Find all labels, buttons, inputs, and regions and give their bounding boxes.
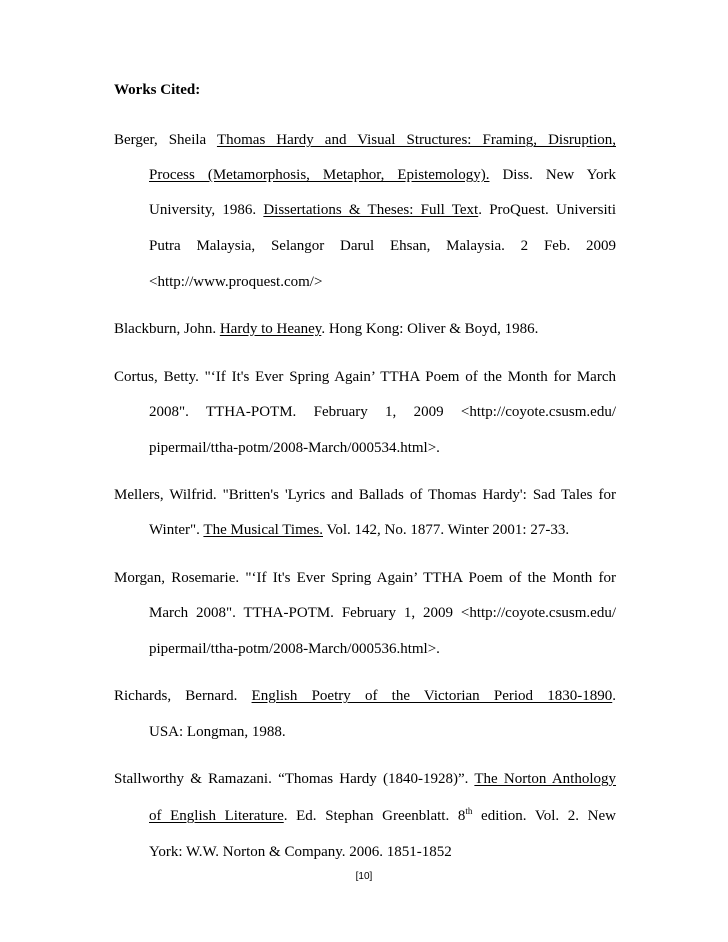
title-underlined: Process (Metamorphosis, Metaphor, Epistemology). <box>149 167 490 183</box>
citation-url: <http://www.proquest.com/> <box>149 274 323 290</box>
title-underlined: Thomas Hardy and Visual Structures: Framing, Disruption, <box>216 132 616 148</box>
citation-line: Winter". The Musical Times. Vol. 142, No. 1877. Winter 2001: 27-33. <box>149 522 570 538</box>
citation-line: of English Literature. Ed. Stephan Greenblatt. 8th edition. Vol. 2. New <box>149 806 616 824</box>
superscript: th <box>465 806 473 816</box>
citation-line: Richards, Bernard. English Poetry of the Victorian Period 1830-1890. <box>114 688 616 704</box>
page-number: [10] <box>355 871 373 882</box>
title-underlined: Hardy to Heaney <box>219 321 322 337</box>
citation-line: York: W.W. Norton & Company. 2006. 1851-1852 <box>149 844 452 860</box>
citation-line: Cortus, Betty. "‘If It's Ever Spring Again’ TTHA Poem of the Month for March <box>114 369 616 385</box>
citation-url: pipermail/ttha-potm/2008-March/000534.html>. <box>149 440 440 456</box>
citation-line: Morgan, Rosemarie. "‘If It's Ever Spring Again’ TTHA Poem of the Month for <box>114 570 616 586</box>
citation-line: Stallworthy & Ramazani. “Thomas Hardy (1840-1928)”. The Norton Anthology <box>114 771 616 787</box>
database-underlined: Dissertations & Theses: Full Text <box>263 202 479 218</box>
citation-line: March 2008". TTHA-POTM. February 1, 2009 <http://coyote.csusm.edu/ <box>149 605 616 621</box>
citation-line: Berger, Sheila Thomas Hardy and Visual Structures: Framing, Disruption, <box>114 132 616 148</box>
citation-url: pipermail/ttha-potm/2008-March/000536.html>. <box>149 641 440 657</box>
citation-line: 2008". TTHA-POTM. February 1, 2009 <http://coyote.csusm.edu/ <box>149 404 616 420</box>
citation-line: Mellers, Wilfrid. "Britten's 'Lyrics and Ballads of Thomas Hardy': Sad Tales for <box>114 487 616 503</box>
citation-line: USA: Longman, 1988. <box>149 724 286 740</box>
citation-line: Putra Malaysia, Selangor Darul Ehsan, Malaysia. 2 Feb. 2009 <box>149 238 616 254</box>
title-underlined: English Poetry of the Victorian Period 1830-1890 <box>251 688 613 704</box>
title-underlined: The Norton Anthology <box>474 771 616 787</box>
title-underlined: of English Literature <box>149 808 284 824</box>
citation-line: Blackburn, John. Hardy to Heaney. Hong Kong: Oliver & Boyd, 1986. <box>114 321 539 337</box>
citation-line: Process (Metamorphosis, Metaphor, Epistemology). Diss. New York <box>149 167 616 183</box>
journal-underlined: The Musical Times. <box>203 522 323 538</box>
works-cited-heading: Works Cited: <box>114 82 201 98</box>
citation-line: University, 1986. Dissertations & Theses: Full Text. ProQuest. Universiti <box>149 202 617 218</box>
